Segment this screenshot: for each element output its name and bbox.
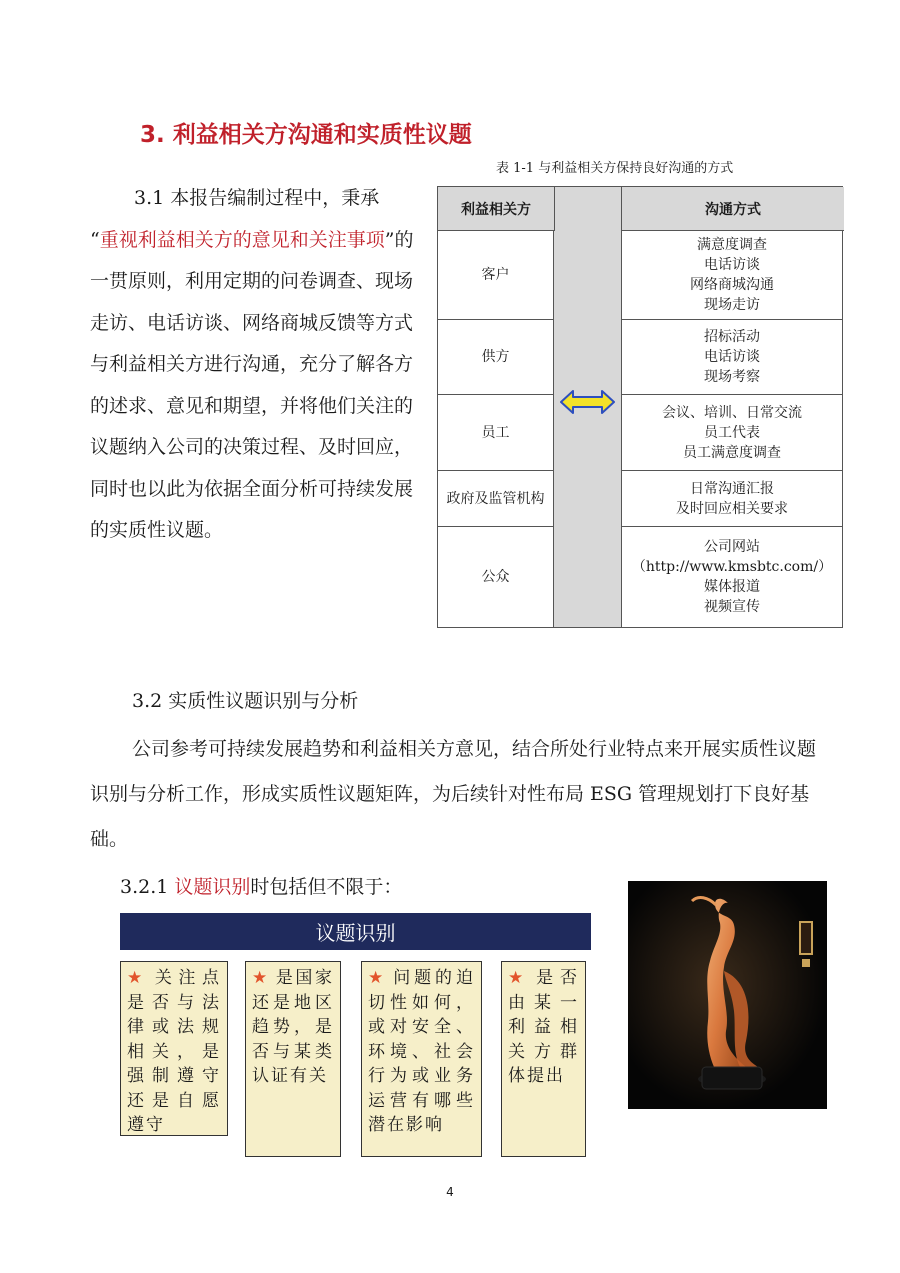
table-row: [438, 230, 842, 320]
para-3-1-highlight: 重视利益相关方的意见和关注事项: [99, 228, 385, 251]
star-icon: ★: [252, 968, 270, 988]
heading-3-2: 3.2 实质性议题识别与分析: [132, 690, 359, 712]
method-item: 及时回应相关要求: [676, 500, 788, 517]
issue-card: [245, 961, 341, 1157]
party-cell: 供方: [438, 320, 554, 395]
method-item: 电话访谈: [704, 349, 760, 365]
party-cell: 员工: [438, 395, 554, 471]
method-item: 招标活动: [704, 329, 760, 345]
paragraph-3-2: 公司参考可持续发展趋势和利益相关方意见，结合所处行业特点来开展实质性议题识别与分析工作，形成实质性议题矩阵，为后续针对性布局 ESG 管理规划打下良好基础。: [90, 738, 817, 850]
issue-card: [501, 961, 586, 1157]
issue-card: [361, 961, 482, 1157]
method-item: 满意度调查: [697, 236, 767, 253]
methods-cell: [621, 471, 842, 527]
method-item: 网络商城沟通: [690, 276, 774, 293]
issue-card-text: 是否由某一利益相关方群体提出: [508, 968, 579, 1086]
method-item: 现场走访: [704, 296, 760, 313]
methods-cell: [621, 395, 842, 471]
method-item: 员工满意度调查: [683, 444, 781, 461]
para-3-1-lead: 3.1 本报告编制过程中，秉承: [134, 187, 380, 209]
party-cell: 客户: [438, 230, 554, 320]
issue-card: [120, 961, 228, 1136]
table-header-party: 利益相关方: [438, 187, 555, 231]
heading-3-2-1-highlight: 议题识别: [174, 876, 251, 898]
method-item: （http://www.kmsbtc.com/）: [631, 559, 833, 575]
double-arrow-icon: [560, 390, 615, 418]
methods-cell: [621, 527, 842, 627]
table-caption: 表 1-1 与利益相关方保持良好沟通的方式: [496, 161, 734, 176]
method-item: 会议、培训、日常交流: [662, 404, 802, 421]
table-row: [438, 471, 842, 527]
table-row: [438, 527, 842, 627]
issue-card-text: 是国家还是地区趋势，是否与某类认证有关: [252, 968, 334, 1086]
party-cell: 政府及监管机构: [438, 471, 554, 527]
method-item: 公司网站: [704, 539, 760, 555]
carved-phoenix-sculpture-image: [628, 881, 827, 1109]
heading-3-2-1: [120, 872, 402, 899]
star-icon: ★: [368, 968, 388, 988]
party-cell: 公众: [438, 527, 554, 627]
star-icon: ★: [127, 968, 149, 988]
method-item: 员工代表: [704, 424, 760, 441]
heading-3-2-1-lead: 3.2.1: [120, 876, 175, 898]
heading-3-2-1-rest: 时包括但不限于：: [250, 876, 403, 898]
method-item: 视频宣传: [704, 599, 760, 615]
para-3-1-rest: ”的一贯原则，利用定期的问卷调查、现场走访、电话访谈、网络商城反馈等方式与利益相关方进行沟通，充分了解各方的述求、意见和期望，并将他们关注的议题纳入公司的决策过程、及时回应，同时也以此为依据全面分析可持续发展的实质性议题。: [90, 228, 414, 541]
paragraph-3-1: [90, 178, 422, 552]
methods-cell: [621, 230, 842, 320]
table-row: [438, 395, 842, 471]
section-title: 3. 利益相关方沟通和实质性议题: [140, 122, 472, 148]
method-item: 媒体报道: [704, 579, 760, 595]
issue-card-text: 关注点是否与法律或法规相关，是强制遵守还是自愿遵守: [127, 968, 221, 1135]
table-header-methods: 沟通方式: [621, 187, 844, 231]
stakeholder-table: [437, 186, 843, 628]
page-number: 4: [446, 1185, 454, 1199]
para-3-1-open-quote: “: [90, 228, 100, 251]
method-item: 电话访谈: [704, 256, 760, 273]
method-item: 现场考察: [704, 369, 760, 385]
method-item: 日常沟通汇报: [690, 480, 774, 497]
methods-cell: [621, 320, 842, 395]
table-row: [438, 320, 842, 395]
issue-identification-banner: 议题识别: [120, 913, 591, 950]
issue-card-text: 问题的迫切性如何，或对安全、环境、社会行为或业务运营有哪些潜在影响: [368, 968, 475, 1135]
star-icon: ★: [508, 968, 531, 988]
